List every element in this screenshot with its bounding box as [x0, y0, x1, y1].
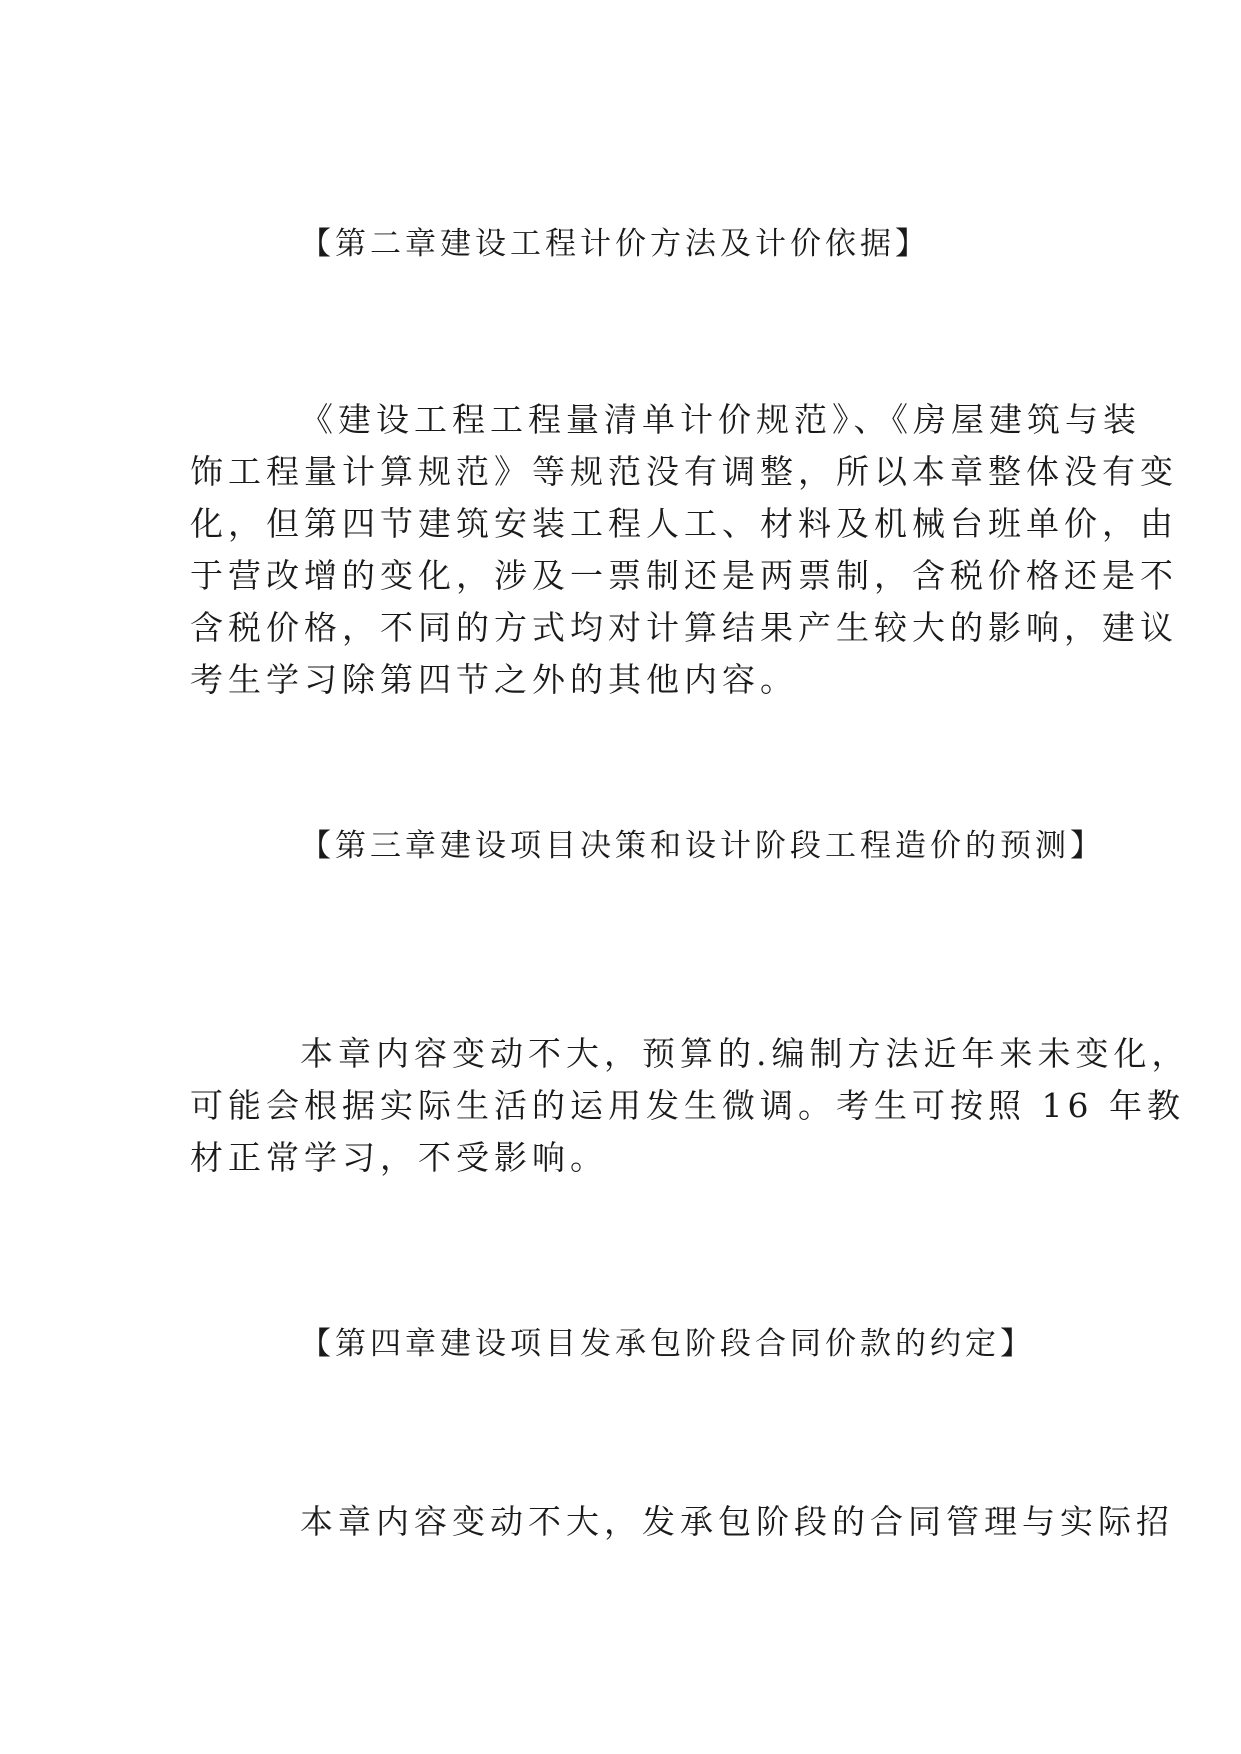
chapter-4-paragraph — [190, 1496, 1174, 1548]
paragraph-line: 饰工程量计算规范》等规范没有调整，所以本章整体没有变 — [190, 452, 1178, 491]
chapter-4-heading: 【第四章建设项目发承包阶段合同价款的约定】 — [300, 1326, 1035, 1362]
paragraph-line: 于营改增的变化，涉及一票制还是两票制，含税价格还是不 — [190, 556, 1178, 595]
paragraph-line: 化，但第四节建筑安装工程人工、材料及机械台班单价，由 — [190, 504, 1178, 543]
paragraph-line: 考生学习除第四节之外的其他内容。 — [190, 660, 798, 699]
chapter-3-paragraph — [190, 1028, 1190, 1184]
paragraph-line: 含税价格，不同的方式均对计算结果产生较大的影响，建议 — [190, 608, 1178, 647]
paragraph-line: 《建设工程工程量清单计价规范》、《房屋建筑与装 — [300, 400, 1141, 439]
paragraph-line: 本章内容变动不大，预算的.编制方法近年来未变化， — [300, 1034, 1190, 1073]
chapter-2-paragraph — [190, 394, 1178, 706]
chapter-2-heading: 【第二章建设工程计价方法及计价依据】 — [300, 226, 930, 262]
paragraph-line: 可能会根据实际生活的运用发生微调。考生可按照 16 年教 — [190, 1086, 1185, 1125]
paragraph-line: 材正常学习，不受影响。 — [190, 1138, 608, 1177]
chapter-3-heading: 【第三章建设项目决策和设计阶段工程造价的预测】 — [300, 828, 1105, 864]
paragraph-line: 本章内容变动不大，发承包阶段的合同管理与实际招 — [300, 1502, 1174, 1541]
